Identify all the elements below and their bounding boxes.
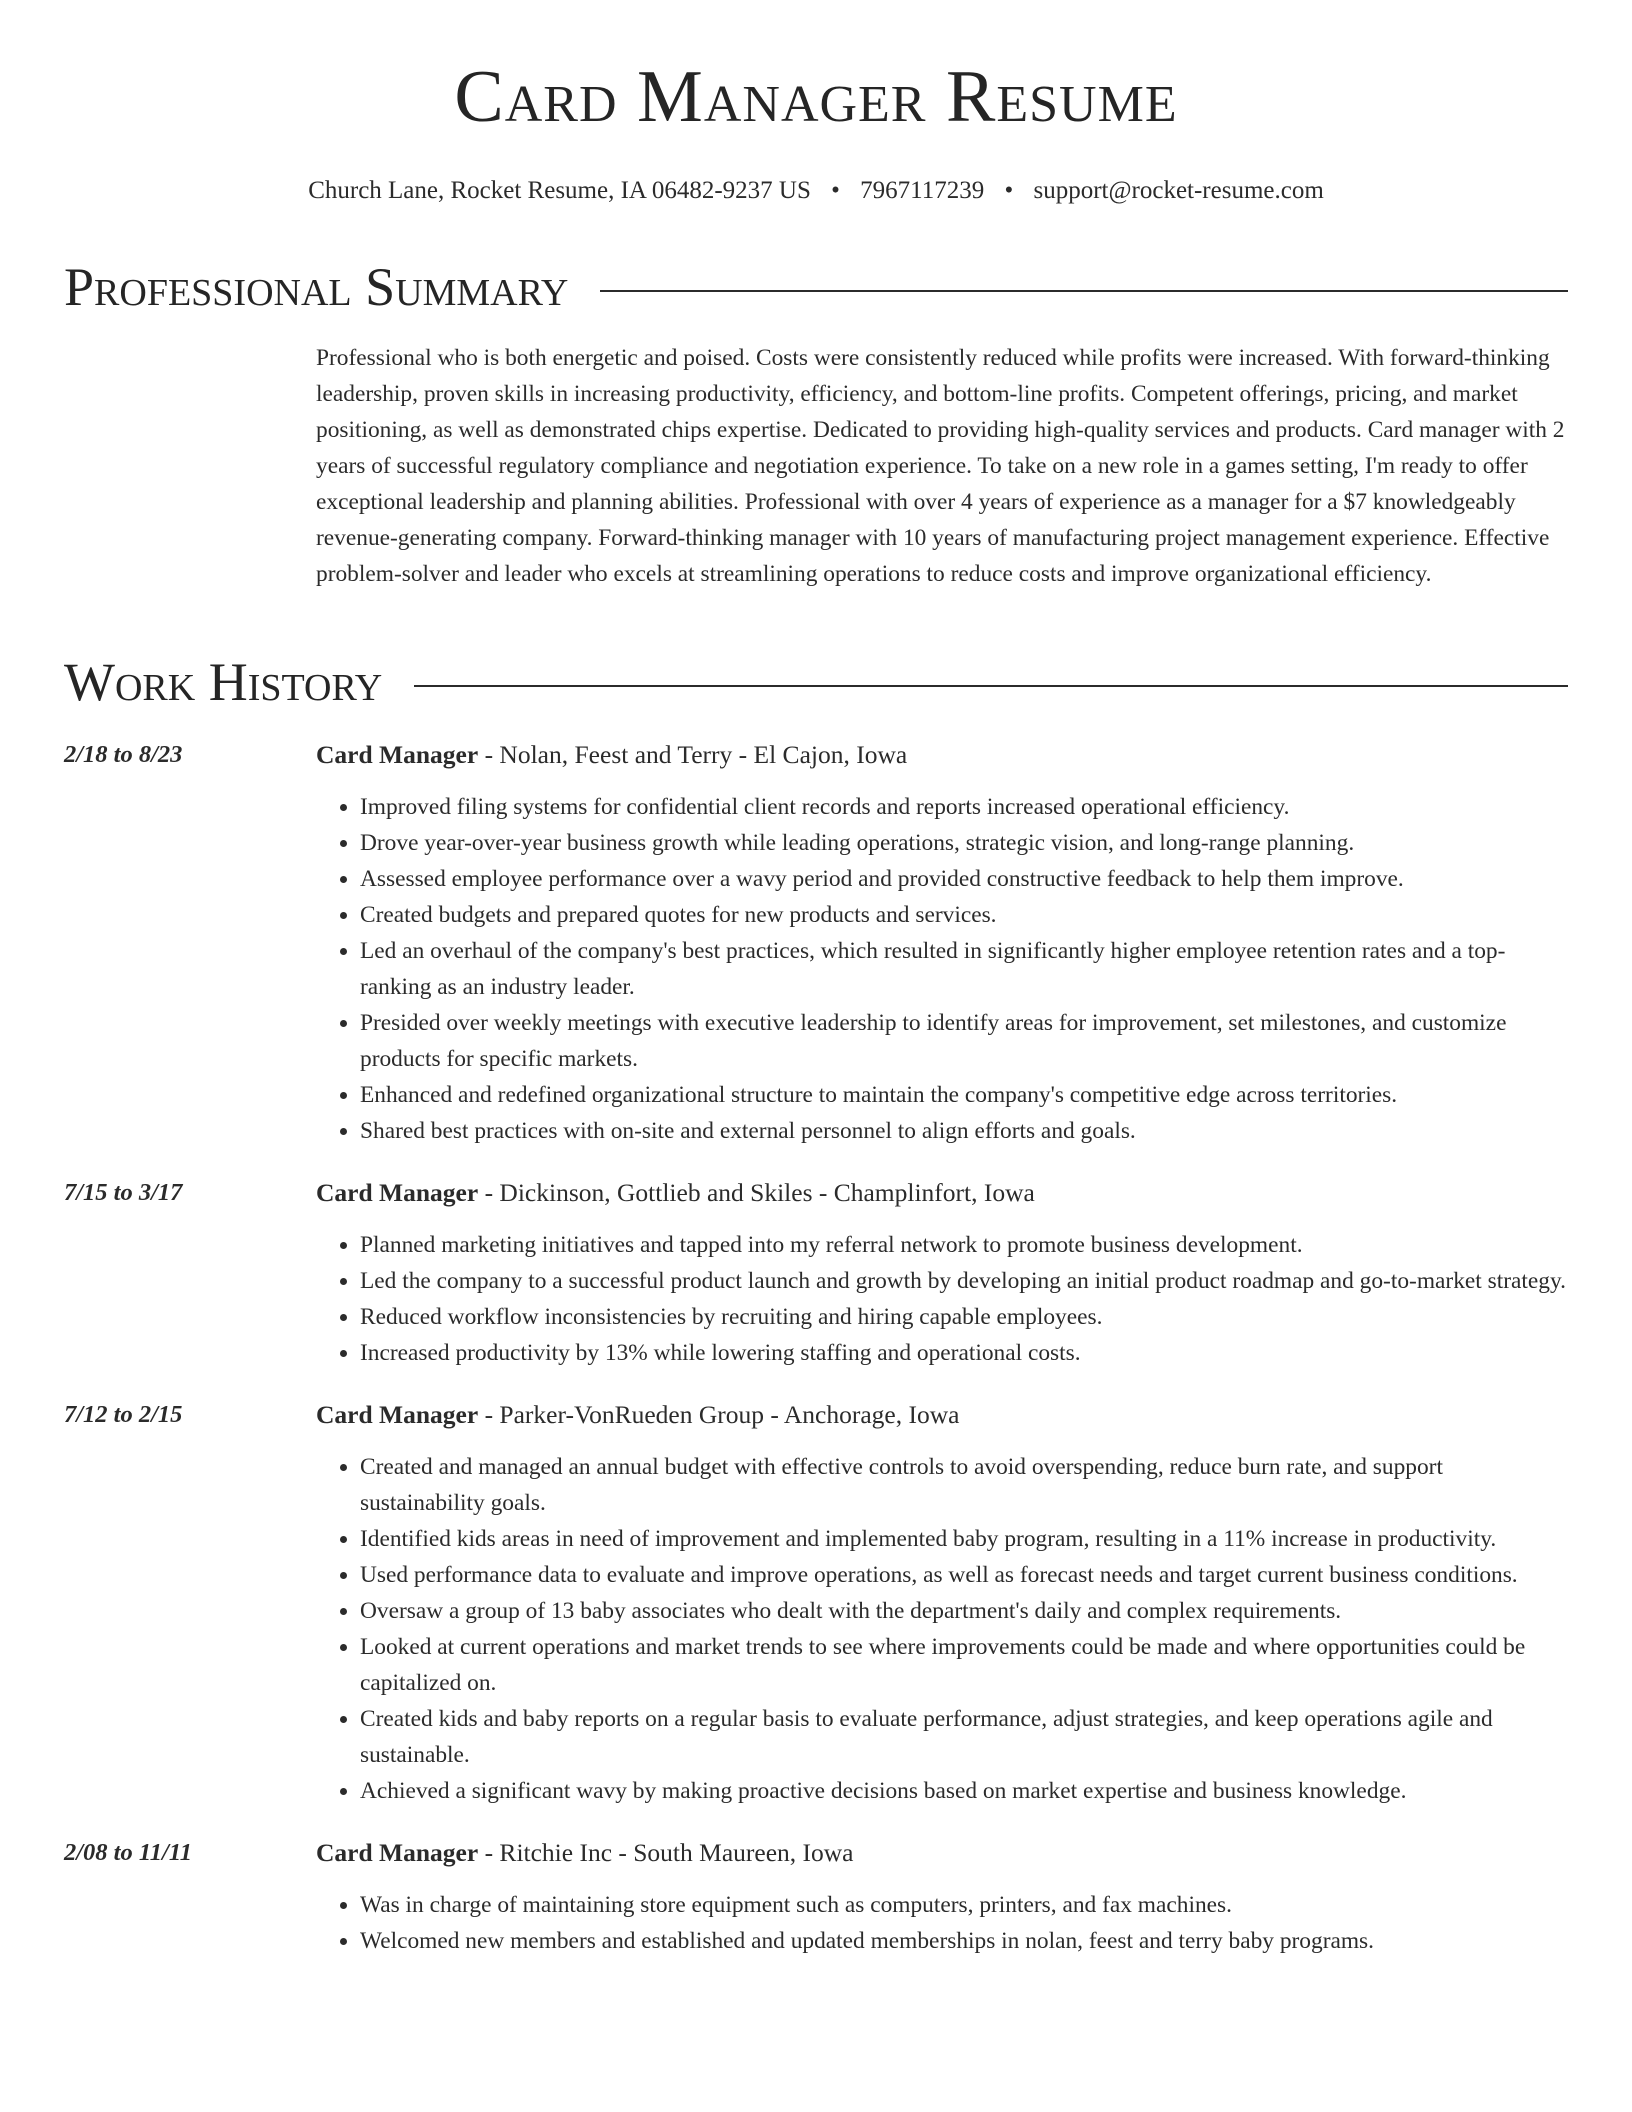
job-company-location: - Nolan, Feest and Terry - El Cajon, Iowa (478, 740, 908, 769)
job-bullet: • Improved filing systems for confidential client records and reports increased operational efficiency. (360, 789, 1568, 825)
job-title: Card Manager (316, 740, 479, 769)
contact-line (0, 175, 1632, 207)
job-bullet: • Was in charge of maintaining store equipment such as computers, printers, and fax machines. (360, 1887, 1568, 1923)
job-dates: 2/08 to 11/11 (64, 1839, 192, 1866)
section-divider (414, 685, 1568, 687)
job-company-location: - Dickinson, Gottlieb and Skiles - Champlinfort, Iowa (478, 1178, 1035, 1207)
work-history-list (0, 737, 1632, 1985)
job-header (316, 737, 1632, 773)
job-bullet-list (316, 1887, 1568, 1959)
job-dates: 7/15 to 3/17 (64, 1179, 183, 1206)
job-header (316, 1175, 1632, 1211)
job-bullet: • Created kids and baby reports on a regular basis to evaluate performance, adjust strategies, and keep operations agile and sustainable. (360, 1701, 1568, 1773)
job-entry (0, 1175, 1632, 1371)
job-bullet: • Increased productivity by 13% while lowering staffing and operational costs. (360, 1335, 1568, 1371)
job-bullet: • Used performance data to evaluate and improve operations, as well as forecast needs and target current business conditions. (360, 1557, 1568, 1593)
contact-separator: • (1004, 177, 1014, 204)
job-company-location: - Ritchie Inc - South Maureen, Iowa (478, 1838, 854, 1867)
summary-text: Professional who is both energetic and poised. Costs were consistently reduced while profits were increased. With forward-thinking leadership, proven skills in increasing productivity, efficiency, and bottom-line profits. Competent offerings, pricing, and market positioning, as well as demonstrated chips expertise. Dedicated to providing high-quality services and products. Card manager with 2 years of successful regulatory compliance and negotiation experience. To take on a new role in a games setting, I'm ready to offer exceptional leadership and planning abilities. Professional with over 4 years of experience as a manager for a $7 knowledgeably revenue-generating company. Forward-thinking manager with 10 years of manufacturing project management experience. Effective problem-solver and leader who excels at streamlining operations to reduce costs and improve organizational efficiency. (316, 345, 1565, 587)
job-bullet: • Created and managed an annual budget with effective controls to avoid overspending, reduce burn rate, and support sustainability goals. (360, 1449, 1568, 1521)
job-title: Card Manager (316, 1838, 479, 1867)
job-dates: 2/18 to 8/23 (64, 741, 183, 768)
job-bullet: • Achieved a significant wavy by making proactive decisions based on market expertise and business knowledge. (360, 1773, 1568, 1809)
job-bullet-list (316, 1449, 1568, 1809)
job-bullet: • Looked at current operations and market trends to see where improvements could be made and where opportunities could be capitalized on. (360, 1629, 1568, 1701)
job-title: Card Manager (316, 1178, 479, 1207)
job-bullet: • Assessed employee performance over a wavy period and provided constructive feedback to help them improve. (360, 861, 1568, 897)
job-bullet: • Welcomed new members and established and updated memberships in nolan, feest and terry baby programs. (360, 1923, 1568, 1959)
job-bullet: • Planned marketing initiatives and tapped into my referral network to promote business development. (360, 1227, 1568, 1263)
job-bullet: • Created budgets and prepared quotes for new products and services. (360, 897, 1568, 933)
job-bullet: • Led an overhaul of the company's best practices, which resulted in significantly higher employee retention rates and a top-ranking as an industry leader. (360, 933, 1568, 1005)
job-bullet: • Presided over weekly meetings with executive leadership to identify areas for improvement, set milestones, and customize products for specific markets. (360, 1005, 1568, 1077)
job-bullet: • Oversaw a group of 13 baby associates who dealt with the department's daily and complex requirements. (360, 1593, 1568, 1629)
summary-section-header (64, 257, 1568, 317)
job-bullet: • Led the company to a successful product launch and growth by developing an initial product roadmap and go-to-market strategy. (360, 1263, 1568, 1299)
job-header (316, 1835, 1632, 1871)
contact-phone: 7967117239 (860, 177, 985, 204)
work-section-header (64, 652, 1568, 712)
job-dates: 7/12 to 2/15 (64, 1401, 183, 1428)
job-bullet: • Identified kids areas in need of improvement and implemented baby program, resulting in a 11% increase in productivity. (360, 1521, 1568, 1557)
job-company-location: - Parker-VonRueden Group - Anchorage, Iowa (478, 1400, 960, 1429)
section-divider (600, 290, 1568, 292)
contact-address: Church Lane, Rocket Resume, IA 06482-9237 US (308, 177, 811, 204)
job-entry (0, 1835, 1632, 1959)
job-entry (0, 1397, 1632, 1809)
job-bullet: • Reduced workflow inconsistencies by recruiting and hiring capable employees. (360, 1299, 1568, 1335)
contact-separator: • (831, 177, 840, 204)
work-heading: Work History (64, 652, 383, 712)
job-bullet: • Shared best practices with on-site and external personnel to align efforts and goals. (360, 1113, 1568, 1149)
resume-title: Card Manager Resume (454, 56, 1178, 138)
job-bullet-list (316, 1227, 1568, 1371)
job-title: Card Manager (316, 1400, 479, 1429)
summary-heading: Professional Summary (64, 257, 569, 317)
contact-email: support@rocket-resume.com (1033, 177, 1324, 204)
job-bullet: • Drove year-over-year business growth while leading operations, strategic vision, and long-range planning. (360, 825, 1568, 861)
job-bullet-list (316, 789, 1568, 1149)
job-header (316, 1397, 1632, 1433)
job-entry (0, 737, 1632, 1149)
job-bullet: • Enhanced and redefined organizational structure to maintain the company's competitive edge across territories. (360, 1077, 1568, 1113)
